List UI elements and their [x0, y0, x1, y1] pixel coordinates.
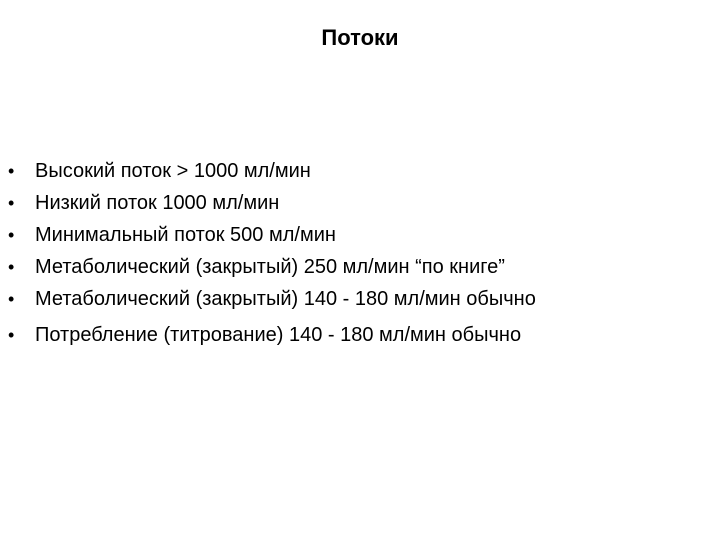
bullet-icon: • — [8, 257, 15, 277]
bullet-list — [0, 155, 720, 355]
bullet-text: Метаболический (закрытый) 140 - 180 мл/мин обычно — [35, 288, 536, 310]
bullet-icon: • — [8, 225, 15, 245]
bullet-text: Минимальный поток 500 мл/мин — [35, 224, 336, 246]
bullet-icon: • — [8, 325, 15, 345]
bullet-item — [0, 283, 720, 315]
bullet-text: Низкий поток 1000 мл/мин — [35, 192, 280, 214]
bullet-item — [0, 251, 720, 283]
bullet-item — [0, 155, 720, 187]
bullet-item — [0, 219, 720, 251]
bullet-icon: • — [8, 289, 15, 309]
bullet-item — [0, 187, 720, 219]
bullet-item — [0, 319, 720, 355]
bullet-text: Потребление (титрование) 140 - 180 мл/мин обычно — [35, 324, 522, 346]
bullet-text: Высокий поток > 1000 мл/мин — [35, 160, 311, 182]
bullet-icon: • — [8, 193, 15, 213]
bullet-icon: • — [8, 161, 15, 181]
bullet-text: Метаболический (закрытый) 250 мл/мин “по книге” — [35, 256, 505, 278]
slide-title: Потоки — [321, 25, 399, 50]
